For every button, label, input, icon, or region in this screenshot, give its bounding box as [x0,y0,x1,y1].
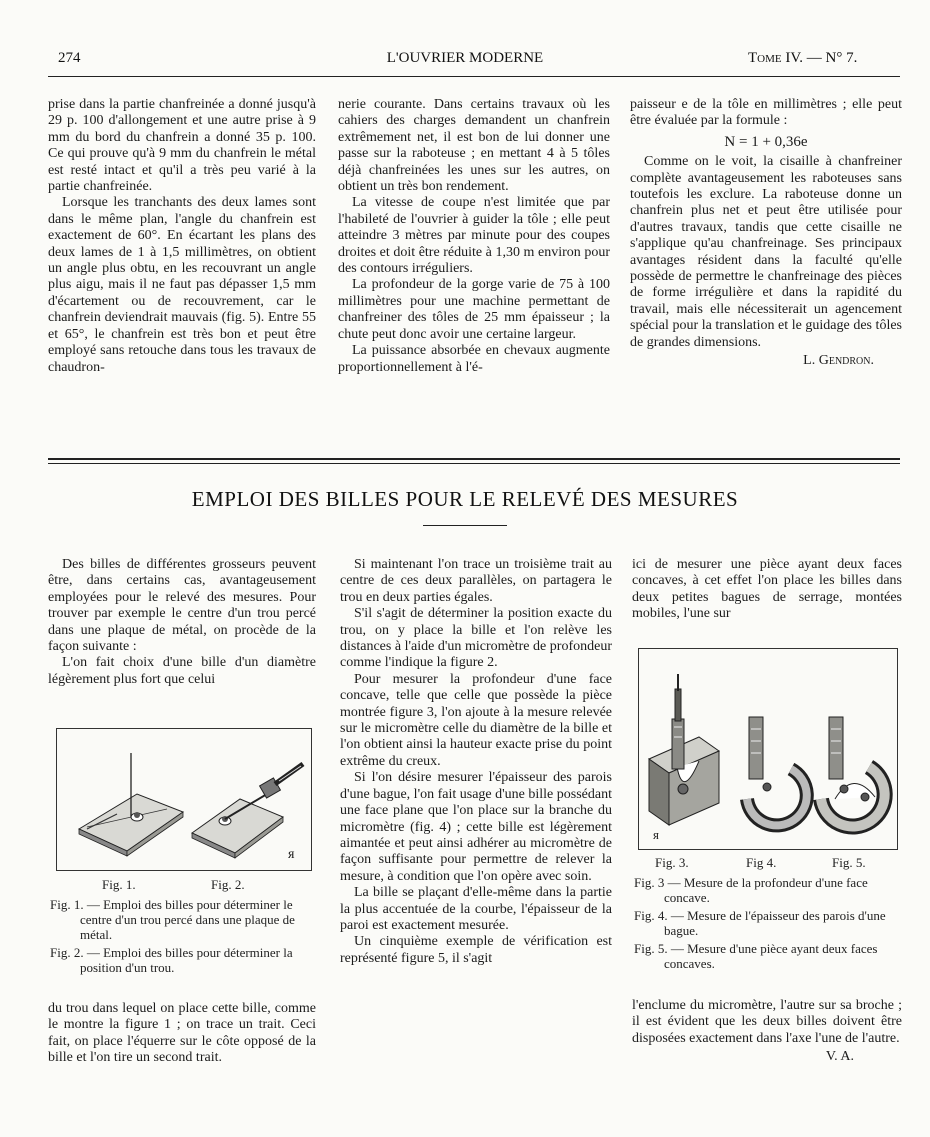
formula: N = 1 + 0,36e [724,133,808,150]
paragraph: paisseur e de la tôle en millimètres ; elle peut être évaluée par la formule : [630,97,902,129]
section-rule-bottom [48,463,900,464]
figure-5-label: Fig. 5. [832,855,866,870]
paragraph: nerie courante. Dans certains travaux où les cahiers des charges demandent un chanfrein extrêmement net, il est bon de lui donner une passe sur la raboteuse ; en mettant 4 à 5 tôles déjà chanfreinées les unes sur les autres, on obtient un très bon rendement. [338,97,610,195]
section-rule-top [48,458,900,460]
paragraph: La bille se plaçant d'elle-même dans la partie la plus accentuée de la courbe, l'épaisseur de la paroi est exactement mesurée. [340,885,612,933]
figure-monogram: ᴙ [653,827,659,842]
article1-column-2 [338,97,610,376]
paragraph: Comme on le voit, la cisaille à chanfreiner complète avantageusement les raboteuses sans toutefois les exclure. La raboteuse donne un chanfrein plus net et peut être utilisée pour d'autres travaux, tandis que cette cisaille ne s'applique qu'au chanfreinage. Ses principaux avantages résident dans la faculté qu'elle possède de permettre le chanfreinage des pièces de forme irrégulière et dans la rapidité du travail, mais elle nécessiterait un agencement spécial pour la translation et le guidage des tôles de grandes dimensions. [630,154,902,350]
article2-column-1-bottom [48,1001,316,1067]
paragraph: Un cinquième exemple de vérification est représenté figure 5, il s'agit [340,934,612,966]
figure-4-label: Fig 4. [746,855,777,870]
figure-monogram: ᴙ [288,847,295,862]
article2-column-2 [340,557,612,967]
article1-column-1 [48,97,316,376]
figure-caption: Fig. 4. — Mesure de l'épaisseur des parois d'une bague. [634,908,886,938]
article2-column-1-top [48,557,316,688]
article2-column-3-top [632,557,902,623]
article2-column-3-bottom [632,998,902,1066]
paragraph: La profondeur de la gorge varie de 75 à 100 millimètres pour une machine permettant de chanfreiner des tôles de 25 mm épaisseur ; la chute peut donc avoir une certaine largeur. [338,277,610,342]
figure-3-4-5-captions [634,875,902,974]
paragraph: S'il s'agit de déterminer la position exacte du trou, on y place la bille et l'on relève les distances à l'aide d'un micromètre de profondeur comme l'indique la figure 2. [340,606,612,671]
paragraph: prise dans la partie chanfreinée a donné jusqu'à 29 p. 100 d'allongement et une autre prise à 9 mm du bord du chanfrein a donné 35 p. 100. Ce qui prouve qu'à 9 mm du chanfrein le métal est resté intact et qu'il a très peu varié à la partie chanfreinée. [48,97,316,195]
paragraph: Des billes de différentes grosseurs peuvent être, dans certains cas, avantageusement employées pour le relevé des mesures. Pour trouver par exemple le centre d'un trou percé dans une plaque de métal, on procède de la façon suivante : [48,557,316,655]
figure-1-2-drawing [57,729,311,870]
paragraph: Si l'on désire mesurer l'épaisseur des parois d'une bague, l'on fait usage d'une bille possédant une face plane que l'on place sur la branche du micromètre (fig. 4) ; cette bille est légèrement aimantée et peut ainsi adhérer au micromètre de façon suffisante pour permettre de relever la mesure, à condition que l'on opère avec soin. [340,770,612,884]
paragraph: l'enclume du micromètre, l'autre sur sa broche ; il est évident que les deux billes doivent être disposées exactement dans l'axe l'une de l'autre. [632,998,902,1046]
figure-1-2-captions [50,897,312,978]
paragraph: La puissance absorbée en chevaux augmente proportionnellement à l'é- [338,343,610,375]
paragraph: Si maintenant l'on trace un troisième trait au centre de ces deux parallèles, on partagera le trou en deux parties égales. [340,557,612,605]
author-signature: L. Gendron. [803,353,874,369]
page-number: 274 [58,50,81,66]
paragraph: Pour mesurer la profondeur d'une face concave, telle que celle que possède la pièce montrée figure 3, l'on ajoute à la mesure relevée sur le micromètre celle du diamètre de la bille et l'on obtient ainsi la hauteur exacte prise du point extrême du creux. [340,671,612,769]
paragraph: ici de mesurer une pièce ayant deux faces concaves, à cet effet l'on place les billes dans deux petites bagues de serrage, montées mobiles, l'une sur [632,557,902,622]
paragraph: du trou dans lequel on place cette bille, comme le montre la figure 1 ; on trace un trait. Ceci fait, on place l'équerre sur le côte opposé de la bille et l'on tire un second trait. [48,1001,316,1066]
figure-2-label: Fig. 2. [211,877,245,892]
paragraph: La vitesse de coupe n'est limitée que par l'habileté de l'ouvrier à guider la tôle ; elle peut atteindre 3 mètres par minute pour des coupes droites et doit être réduite à 1,30 m environ pour des contours irréguliers. [338,195,610,277]
figure-3-4-5-box [638,648,898,850]
figure-1-label: Fig. 1. [102,877,136,892]
figure-caption: Fig. 1. — Emploi des billes pour déterminer le centre d'un trou percé dans une plaque de métal. [50,897,295,942]
journal-title: L'OUVRIER MODERNE [386,50,544,66]
figure-3-label: Fig. 3. [655,855,689,870]
figure-caption: Fig. 2. — Emploi des billes pour déterminer la position d'un trou. [50,945,293,975]
paragraph: L'on fait choix d'une bille d'un diamètre légèrement plus fort que celui [48,655,316,687]
figure-3-4-5-drawing [639,649,897,849]
article1-column-3 [630,97,902,370]
figure-1-2-box [56,728,312,871]
figure-caption: Fig. 3 — Mesure de la profondeur d'une face concave. [634,875,868,905]
author-signature: V. A. [825,1049,854,1065]
figure-caption: Fig. 5. — Mesure d'une pièce ayant deux faces concaves. [634,941,878,971]
header-rule [48,76,900,77]
article-title: EMPLOI DES BILLES POUR LE RELEVÉ DES MESURES [191,487,739,511]
title-underline [423,525,507,526]
volume-issue: Tome IV. — N° 7. [748,50,858,66]
paragraph: Lorsque les tranchants des deux lames sont dans le même plan, l'angle du chanfrein est exactement de 60°. En écartant les plans des deux lames de 1 à 1,5 millimètres, on obtient un angle plus obtu, en les recouvrant un angle plus aigu, mais il ne faut pas dépasser 1,5 mm d'écartement ou de recouvrement, car le chanfrein deviendrait mauvais (fig. 5). Entre 55 et 65°, le chanfrein est très bon et peut être employé sans retouche dans tous les travaux de chaudron- [48,195,316,375]
